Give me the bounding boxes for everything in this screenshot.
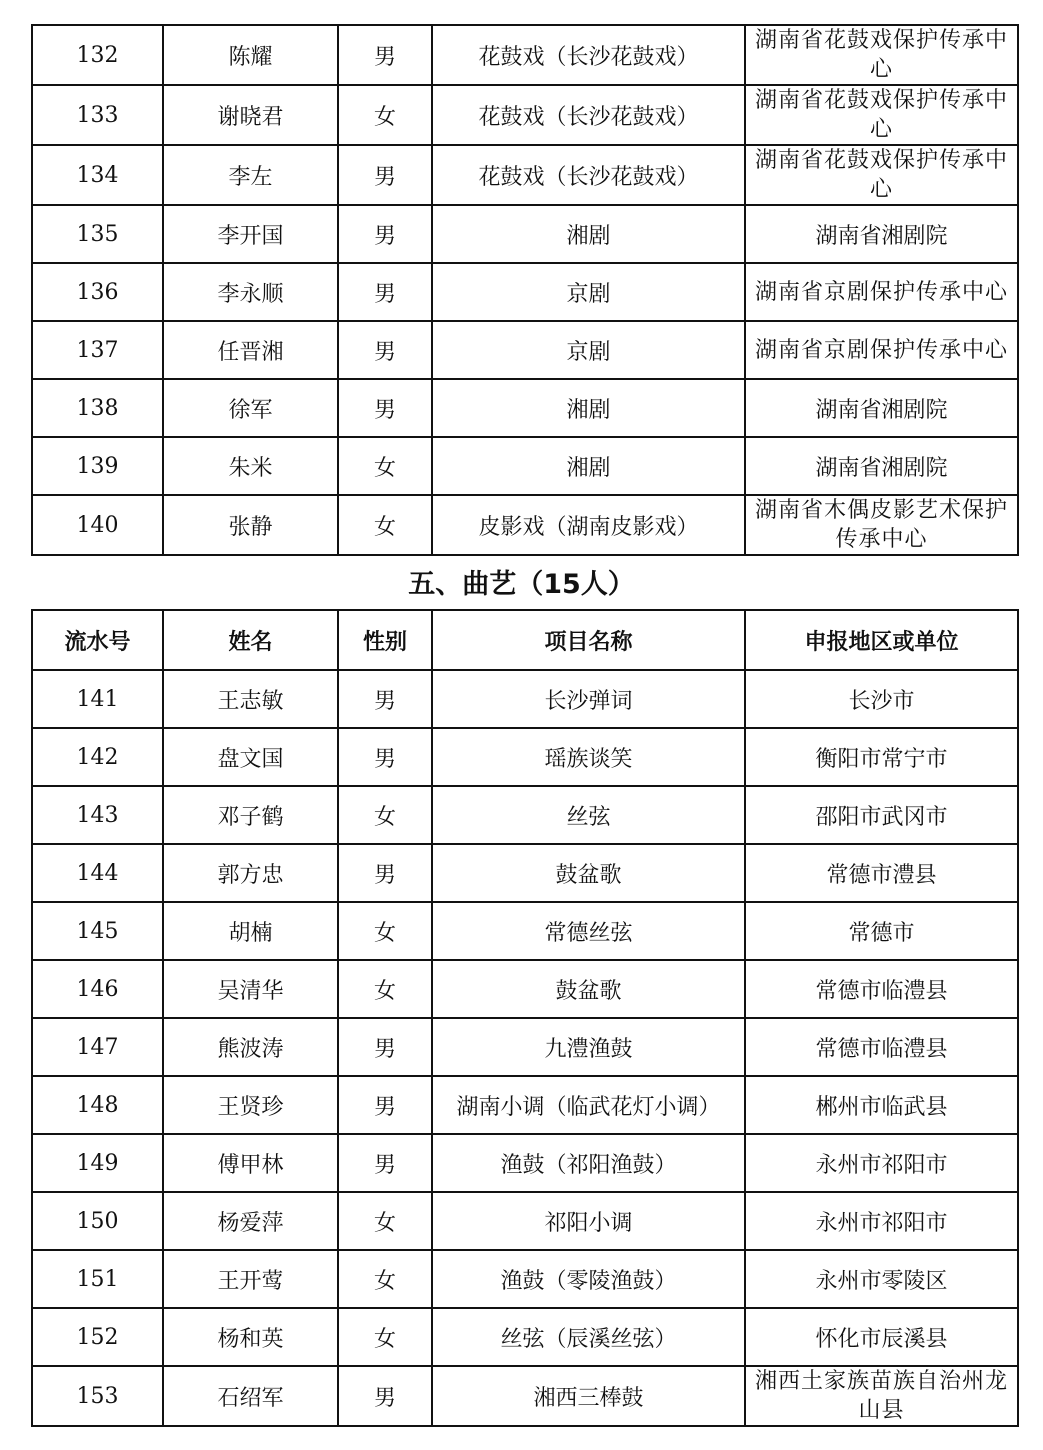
unit-cell: 湘西土家族苗族自治州龙山县: [745, 1366, 1018, 1426]
unit-cell: 常德市: [745, 902, 1018, 960]
table-row: [32, 145, 1018, 205]
serial-number-cell: 142: [32, 728, 163, 786]
name-cell: 王贤珍: [163, 1076, 338, 1134]
table-row: [32, 205, 1018, 263]
serial-number-cell: 148: [32, 1076, 163, 1134]
unit-cell: 永州市祁阳市: [745, 1134, 1018, 1192]
project-cell: 皮影戏（湖南皮影戏）: [432, 495, 745, 555]
project-cell: 湘剧: [432, 379, 745, 437]
gender-cell: 男: [338, 844, 432, 902]
serial-number-cell: 135: [32, 205, 163, 263]
name-cell: 谢晓君: [163, 85, 338, 145]
column-header-unit: 申报地区或单位: [745, 610, 1018, 670]
name-cell: 胡楠: [163, 902, 338, 960]
project-cell: 九澧渔鼓: [432, 1018, 745, 1076]
project-cell: 丝弦（辰溪丝弦）: [432, 1308, 745, 1366]
gender-cell: 男: [338, 205, 432, 263]
serial-number-cell: 138: [32, 379, 163, 437]
serial-number-cell: 134: [32, 145, 163, 205]
serial-number-cell: 137: [32, 321, 163, 379]
table-row: [32, 379, 1018, 437]
column-header-serial: 流水号: [32, 610, 163, 670]
name-cell: 王志敏: [163, 670, 338, 728]
table-row: [32, 1076, 1018, 1134]
project-cell: 鼓盆歌: [432, 844, 745, 902]
serial-number-cell: 136: [32, 263, 163, 321]
name-cell: 石绍军: [163, 1366, 338, 1426]
unit-cell: 常德市临澧县: [745, 1018, 1018, 1076]
gender-cell: 女: [338, 437, 432, 495]
gender-cell: 男: [338, 1018, 432, 1076]
gender-cell: 男: [338, 1366, 432, 1426]
gender-cell: 女: [338, 1250, 432, 1308]
gender-cell: 男: [338, 1134, 432, 1192]
inheritors-table-quyi: [31, 609, 1019, 1427]
unit-cell: 衡阳市常宁市: [745, 728, 1018, 786]
table-row: [32, 1134, 1018, 1192]
table-row: [32, 1366, 1018, 1426]
project-cell: 花鼓戏（长沙花鼓戏）: [432, 25, 745, 85]
table-row: [32, 960, 1018, 1018]
serial-number-cell: 133: [32, 85, 163, 145]
name-cell: 王开莺: [163, 1250, 338, 1308]
name-cell: 任晋湘: [163, 321, 338, 379]
serial-number-cell: 151: [32, 1250, 163, 1308]
name-cell: 邓子鹤: [163, 786, 338, 844]
gender-cell: 女: [338, 495, 432, 555]
serial-number-cell: 144: [32, 844, 163, 902]
unit-cell: 邵阳市武冈市: [745, 786, 1018, 844]
project-cell: 瑶族谈笑: [432, 728, 745, 786]
name-cell: 杨爱萍: [163, 1192, 338, 1250]
table-header-row: [32, 610, 1018, 670]
column-header-name: 姓名: [163, 610, 338, 670]
name-cell: 熊波涛: [163, 1018, 338, 1076]
unit-cell: 湖南省湘剧院: [745, 437, 1018, 495]
gender-cell: 男: [338, 728, 432, 786]
column-header-project: 项目名称: [432, 610, 745, 670]
name-cell: 李左: [163, 145, 338, 205]
gender-cell: 男: [338, 145, 432, 205]
serial-number-cell: 149: [32, 1134, 163, 1192]
project-cell: 花鼓戏（长沙花鼓戏）: [432, 145, 745, 205]
unit-cell: 怀化市辰溪县: [745, 1308, 1018, 1366]
project-cell: 湘西三棒鼓: [432, 1366, 745, 1426]
gender-cell: 男: [338, 379, 432, 437]
inheritors-table-theatre: [31, 24, 1019, 556]
unit-cell: 湖南省花鼓戏保护传承中心: [745, 145, 1018, 205]
serial-number-cell: 139: [32, 437, 163, 495]
gender-cell: 男: [338, 1076, 432, 1134]
name-cell: 李开国: [163, 205, 338, 263]
name-cell: 杨和英: [163, 1308, 338, 1366]
project-cell: 鼓盆歌: [432, 960, 745, 1018]
gender-cell: 女: [338, 902, 432, 960]
unit-cell: 永州市零陵区: [745, 1250, 1018, 1308]
unit-cell: 湖南省花鼓戏保护传承中心: [745, 85, 1018, 145]
gender-cell: 男: [338, 321, 432, 379]
project-cell: 渔鼓（祁阳渔鼓）: [432, 1134, 745, 1192]
name-cell: 傅甲林: [163, 1134, 338, 1192]
unit-cell: 郴州市临武县: [745, 1076, 1018, 1134]
unit-cell: 湖南省湘剧院: [745, 205, 1018, 263]
column-header-gender: 性别: [338, 610, 432, 670]
gender-cell: 女: [338, 786, 432, 844]
name-cell: 徐军: [163, 379, 338, 437]
gender-cell: 男: [338, 670, 432, 728]
project-cell: 湘剧: [432, 205, 745, 263]
table-row: [32, 902, 1018, 960]
unit-cell: 长沙市: [745, 670, 1018, 728]
table-row: [32, 263, 1018, 321]
unit-cell: 永州市祁阳市: [745, 1192, 1018, 1250]
serial-number-cell: 132: [32, 25, 163, 85]
gender-cell: 女: [338, 85, 432, 145]
table-row: [32, 1250, 1018, 1308]
project-cell: 常德丝弦: [432, 902, 745, 960]
project-cell: 京剧: [432, 321, 745, 379]
unit-cell: 湖南省湘剧院: [745, 379, 1018, 437]
serial-number-cell: 152: [32, 1308, 163, 1366]
name-cell: 郭方忠: [163, 844, 338, 902]
unit-cell: 湖南省京剧保护传承中心: [745, 321, 1018, 379]
unit-cell: 常德市临澧县: [745, 960, 1018, 1018]
table-row: [32, 437, 1018, 495]
project-cell: 京剧: [432, 263, 745, 321]
unit-cell: 湖南省木偶皮影艺术保护传承中心: [745, 495, 1018, 555]
name-cell: 吴清华: [163, 960, 338, 1018]
name-cell: 李永顺: [163, 263, 338, 321]
section-heading: 五、曲艺（15人）: [408, 569, 635, 600]
table-row: [32, 786, 1018, 844]
project-cell: 祁阳小调: [432, 1192, 745, 1250]
serial-number-cell: 147: [32, 1018, 163, 1076]
project-cell: 花鼓戏（长沙花鼓戏）: [432, 85, 745, 145]
serial-number-cell: 143: [32, 786, 163, 844]
table-row: [32, 85, 1018, 145]
serial-number-cell: 145: [32, 902, 163, 960]
unit-cell: 湖南省京剧保护传承中心: [745, 263, 1018, 321]
serial-number-cell: 153: [32, 1366, 163, 1426]
gender-cell: 女: [338, 1308, 432, 1366]
table-row: [32, 728, 1018, 786]
serial-number-cell: 140: [32, 495, 163, 555]
table-row: [32, 1192, 1018, 1250]
gender-cell: 女: [338, 1192, 432, 1250]
gender-cell: 女: [338, 960, 432, 1018]
project-cell: 丝弦: [432, 786, 745, 844]
table-row: [32, 844, 1018, 902]
serial-number-cell: 141: [32, 670, 163, 728]
table-row: [32, 1308, 1018, 1366]
name-cell: 朱米: [163, 437, 338, 495]
name-cell: 张静: [163, 495, 338, 555]
project-cell: 湘剧: [432, 437, 745, 495]
project-cell: 湖南小调（临武花灯小调）: [432, 1076, 745, 1134]
gender-cell: 男: [338, 263, 432, 321]
name-cell: 陈耀: [163, 25, 338, 85]
unit-cell: 常德市澧县: [745, 844, 1018, 902]
table-row: [32, 25, 1018, 85]
unit-cell: 湖南省花鼓戏保护传承中心: [745, 25, 1018, 85]
serial-number-cell: 146: [32, 960, 163, 1018]
name-cell: 盘文国: [163, 728, 338, 786]
table-row: [32, 670, 1018, 728]
serial-number-cell: 150: [32, 1192, 163, 1250]
project-cell: 渔鼓（零陵渔鼓）: [432, 1250, 745, 1308]
table-row: [32, 1018, 1018, 1076]
table-row: [32, 495, 1018, 555]
table-row: [32, 321, 1018, 379]
gender-cell: 男: [338, 25, 432, 85]
project-cell: 长沙弹词: [432, 670, 745, 728]
